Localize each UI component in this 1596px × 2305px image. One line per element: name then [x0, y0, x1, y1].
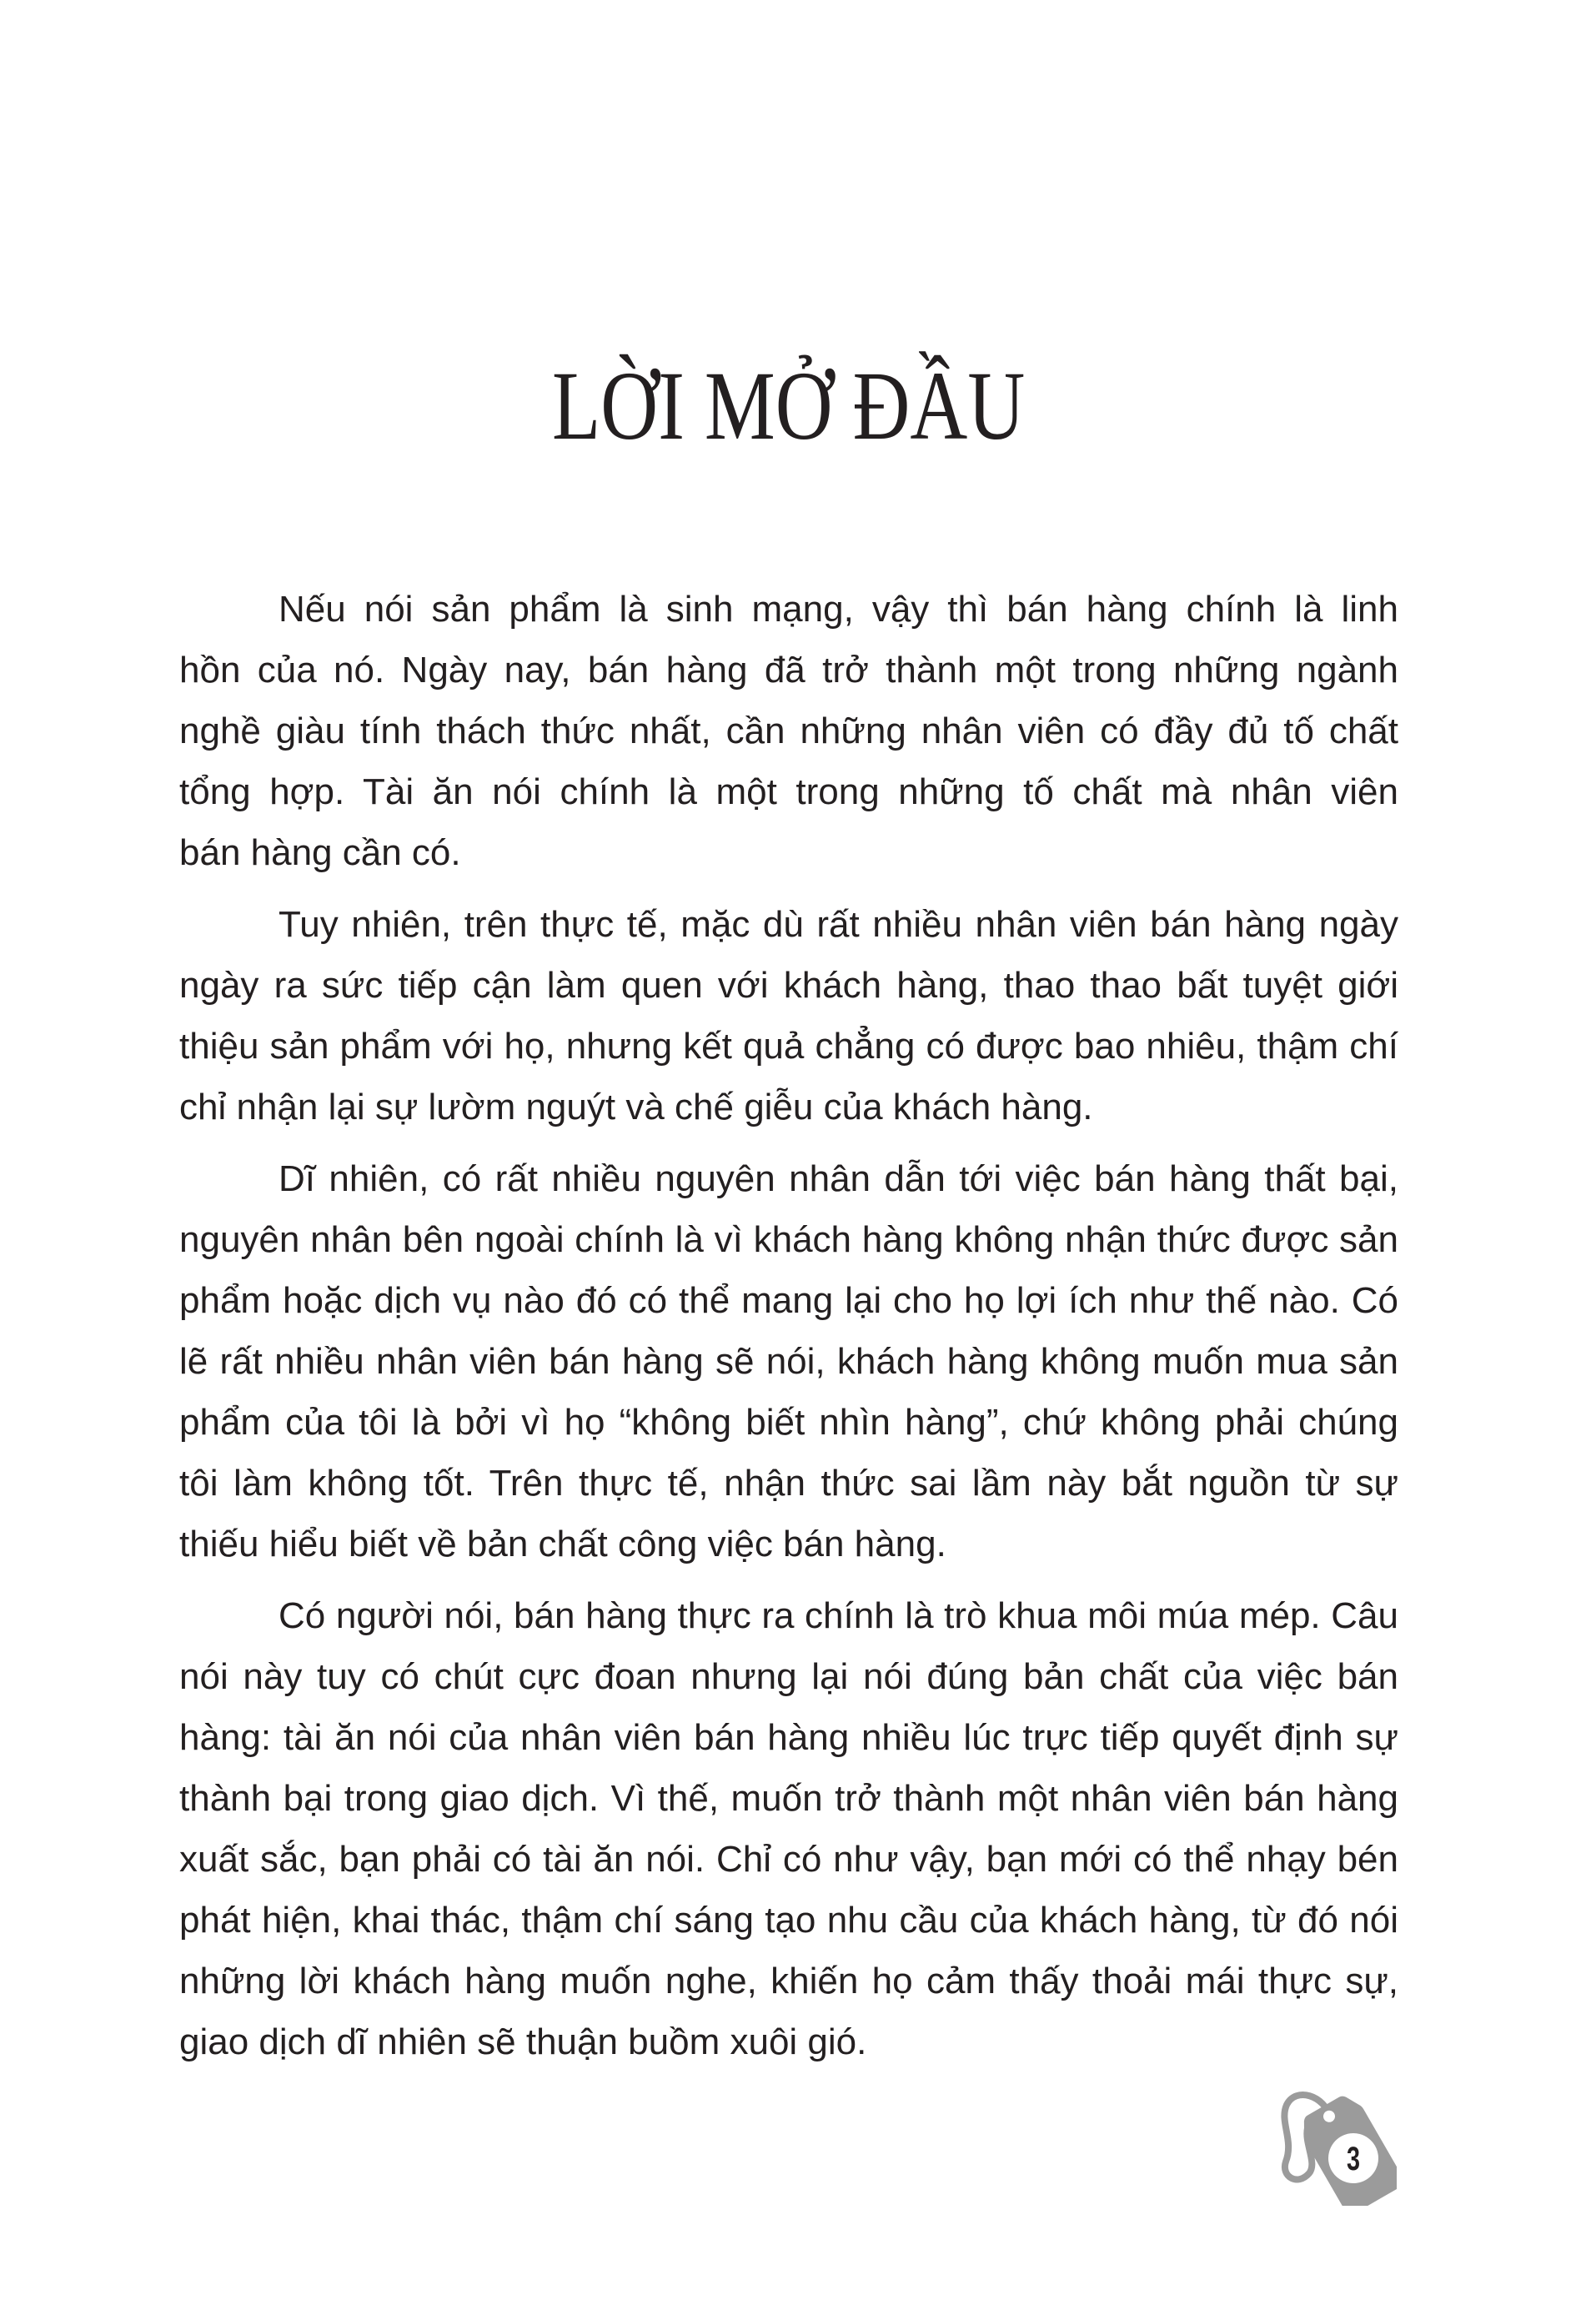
text-line-content: giao dịch dĩ nhiên sẽ thuận buồm xuôi gió. — [179, 2021, 867, 2062]
text-line — [179, 1951, 1398, 2011]
text-line-content: nghề giàu tính thách thức nhất, cần những nhân viên có đầy đủ tố chất — [179, 711, 1398, 751]
text-line — [179, 1077, 1398, 1137]
body-text — [179, 579, 1398, 2072]
text-line-content: những lời khách hàng muốn nghe, khiến họ cảm thấy thoải mái thực sự, — [179, 1961, 1399, 2001]
text-line-content: bán hàng cần có. — [179, 832, 461, 873]
text-line-content: Có người nói, bán hàng thực ra chính là trò khua môi múa mép. Câu — [279, 1595, 1398, 1636]
text-line — [179, 579, 1398, 640]
text-line — [179, 1585, 1398, 1646]
text-line-content: hồn của nó. Ngày nay, bán hàng đã trở thành một trong những ngành — [179, 650, 1398, 690]
text-line-content: nói này tuy có chút cực đoan nhưng lại nói đúng bản chất của việc bán — [179, 1656, 1398, 1697]
text-line-content: tôi làm không tốt. Trên thực tế, nhận thức sai lầm này bắt nguồn từ sự — [179, 1463, 1399, 1504]
paragraph — [179, 1148, 1398, 1574]
text-line-content: Tuy nhiên, trên thực tế, mặc dù rất nhiều nhân viên bán hàng ngày — [279, 904, 1398, 945]
text-line-content: tổng hợp. Tài ăn nói chính là một trong những tố chất mà nhân viên — [179, 771, 1398, 812]
paragraph — [179, 579, 1398, 883]
text-line-content: phát hiện, khai thác, thậm chí sáng tạo nhu cầu của khách hàng, từ đó nói — [179, 1900, 1398, 1941]
text-line-content: Dĩ nhiên, có rất nhiều nguyên nhân dẫn tới việc bán hàng thất bại, — [279, 1158, 1398, 1199]
page-title: LỜI MỞ ĐẦU — [552, 351, 1026, 460]
paragraph — [179, 1585, 1398, 2072]
text-line — [179, 822, 1398, 883]
text-line — [179, 955, 1398, 1016]
paragraph — [179, 894, 1398, 1137]
page-number-badge — [1276, 2085, 1397, 2206]
text-line — [179, 701, 1398, 761]
text-line-content: chỉ nhận lại sự lườm nguýt và chế giễu của khách hàng. — [179, 1087, 1093, 1127]
text-line — [179, 640, 1398, 701]
text-line — [179, 1768, 1398, 1829]
text-line-content: nguyên nhân bên ngoài chính là vì khách hàng không nhận thức được sản — [179, 1219, 1398, 1260]
text-line — [179, 2011, 1398, 2072]
text-line-content: phẩm của tôi là bởi vì họ “không biết nhìn hàng”, chứ không phải chúng — [179, 1402, 1398, 1443]
text-line-content: phẩm hoặc dịch vụ nào đó có thể mang lại cho họ lợi ích như thế nào. Có — [179, 1280, 1398, 1321]
text-line-content: xuất sắc, bạn phải có tài ăn nói. Chỉ có như vậy, bạn mới có thể nhạy bén — [179, 1839, 1398, 1880]
text-line — [179, 1392, 1398, 1453]
text-line — [179, 761, 1398, 822]
text-line — [179, 1331, 1398, 1392]
text-line-content: ngày ra sức tiếp cận làm quen với khách hàng, thao thao bất tuyệt giới — [179, 965, 1398, 1006]
text-line-content: Nếu nói sản phẩm là sinh mạng, vậy thì bán hàng chính là linh — [279, 589, 1398, 630]
text-line — [179, 1829, 1398, 1890]
text-line-content: hàng: tài ăn nói của nhân viên bán hàng nhiều lúc trực tiếp quyết định sự — [179, 1717, 1398, 1758]
text-line — [179, 1453, 1398, 1514]
text-line — [179, 1646, 1398, 1707]
text-line — [179, 1016, 1398, 1077]
text-line — [179, 1209, 1398, 1270]
price-tag-icon — [1284, 2090, 1397, 2206]
page-number: 3 — [1346, 2140, 1361, 2178]
text-line-content: lẽ rất nhiều nhân viên bán hàng sẽ nói, khách hàng không muốn mua sản — [179, 1341, 1398, 1382]
text-line — [179, 1148, 1398, 1209]
text-line-content: thành bại trong giao dịch. Vì thế, muốn trở thành một nhân viên bán hàng — [179, 1778, 1398, 1819]
text-line-content: thiếu hiểu biết về bản chất công việc bán hàng. — [179, 1524, 946, 1564]
text-line-content: thiệu sản phẩm với họ, nhưng kết quả chẳng có được bao nhiêu, thậm chí — [179, 1026, 1398, 1067]
text-line — [179, 1514, 1398, 1574]
text-line — [179, 1707, 1398, 1768]
text-line — [179, 894, 1398, 955]
text-line — [179, 1890, 1398, 1951]
text-line — [179, 1270, 1398, 1331]
